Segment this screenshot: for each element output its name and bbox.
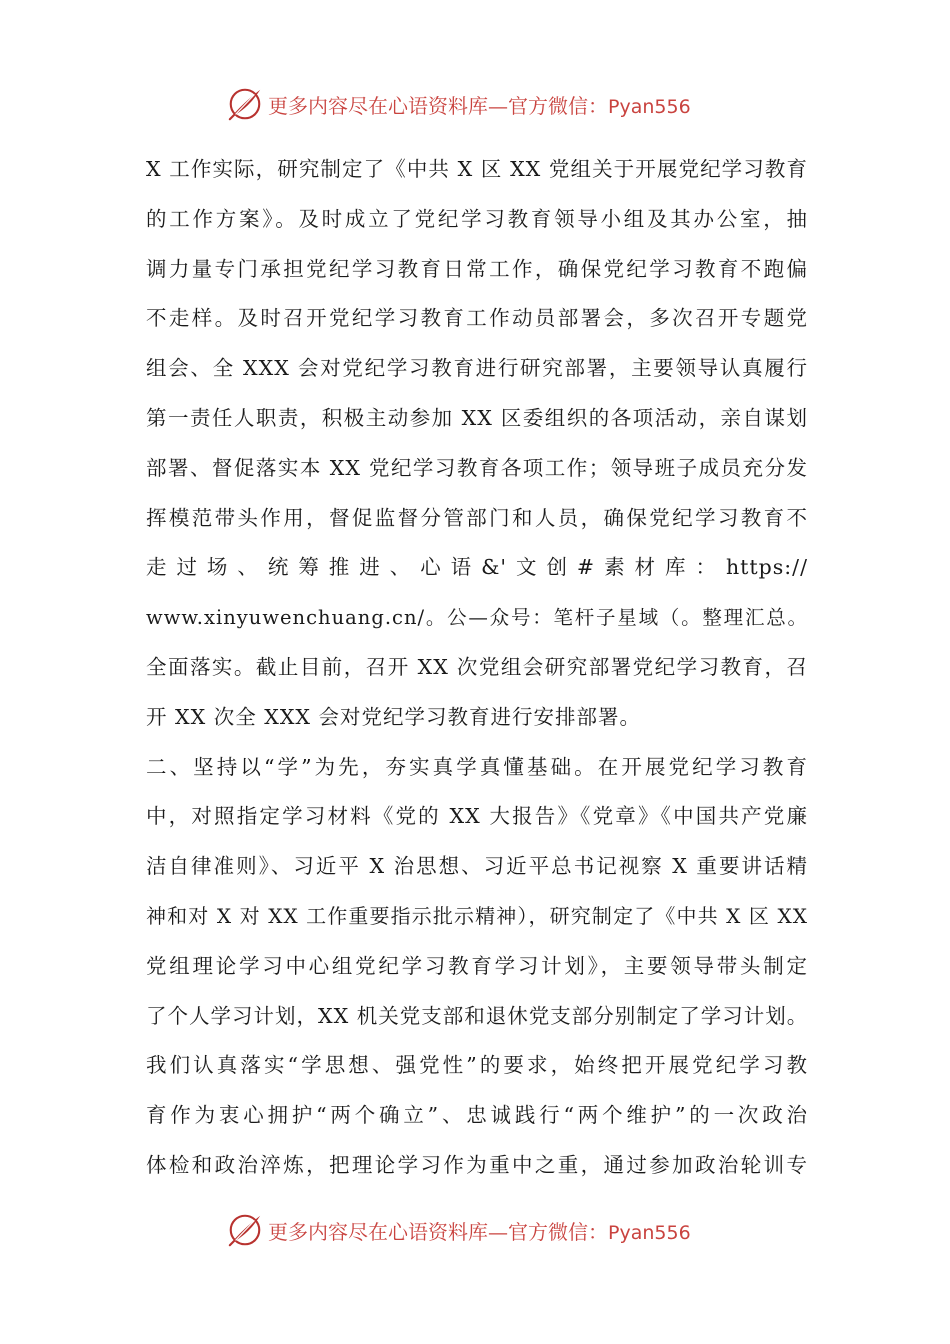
banner-wechat-id: Pyan556: [608, 1221, 691, 1244]
body-line: 全面落实。截止目前，召开 XX 次党组会研究部署党纪学习教育，召: [146, 654, 808, 679]
body-line: 洁自律准则》、习近平 X 治思想、习近平总书记视察 X 重要讲话精: [146, 854, 808, 879]
body-line: 不走样。及时召开党纪学习教育工作动员部署会，多次召开专题党: [146, 306, 808, 331]
body-line: 组会、全 XXX 会对党纪学习教育进行研究部署，主要领导认真履行: [146, 356, 808, 381]
body-line: 走过场、统筹推进、心语&'文创#素材库：https://: [146, 555, 808, 580]
document-body: [146, 145, 808, 1191]
body-line: 的工作方案》。及时成立了党纪学习教育领导小组及其办公室，抽: [146, 206, 808, 231]
body-line: X 工作实际，研究制定了《中共 X 区 XX 党组关于开展党纪学习教育: [146, 157, 808, 181]
body-line: 体检和政治淬炼，把理论学习作为重中之重，通过参加政治轮训专: [146, 1152, 808, 1177]
body-line: 部署、督促落实本 XX 党纪学习教育各项工作；领导班子成员充分发: [146, 455, 808, 480]
banner-wechat-id: Pyan556: [608, 95, 691, 118]
body-line: 开 XX 次全 XXX 会对党纪学习教育进行安排部署。: [146, 704, 642, 729]
body-line: 我们认真落实“学思想、强党性”的要求，始终把开展党纪学习教: [146, 1053, 808, 1078]
banner-slogan: 更多内容尽在心语资料库—官方微信：: [268, 93, 608, 118]
quill-pen-logo-icon: [226, 85, 264, 123]
body-line: 调力量专门承担党纪学习教育日常工作，确保党纪学习教育不跑偏: [146, 256, 808, 281]
body-line: 育作为衷心拥护“两个确立”、忠诚践行“两个维护”的一次政治: [146, 1103, 808, 1128]
body-line: 第一责任人职责，积极主动参加 XX 区委组织的各项活动，亲自谋划: [146, 405, 808, 430]
body-line: 神和对 X 对 XX 工作重要指示批示精神），研究制定了《中共 X 区 XX: [146, 903, 808, 928]
banner-slogan: 更多内容尽在心语资料库—官方微信：: [268, 1219, 608, 1244]
body-line: www.xinyuwenchuang.cn/。公—众号：笔杆子星域（。整理汇总。: [146, 606, 808, 630]
banner-text: [268, 1216, 691, 1245]
body-line: 挥模范带头作用，督促监督分管部门和人员，确保党纪学习教育不: [146, 505, 808, 530]
quill-pen-logo-icon: [226, 1211, 264, 1249]
body-line: 中，对照指定学习材料《党的 XX 大报告》《党章》《中国共产党廉: [146, 804, 808, 829]
footer-watermark-banner: [0, 1210, 950, 1250]
body-line: 了个人学习计划，XX 机关党支部和退休党支部分别制定了学习计划。: [146, 1003, 809, 1028]
body-line: 党组理论学习中心组党纪学习教育学习计划》，主要领导带头制定: [146, 953, 808, 978]
banner-text: [268, 90, 691, 119]
body-line: 二、坚持以“学”为先，夯实真学真懂基础。在开展党纪学习教育: [146, 754, 808, 779]
header-watermark-banner: [0, 84, 950, 124]
